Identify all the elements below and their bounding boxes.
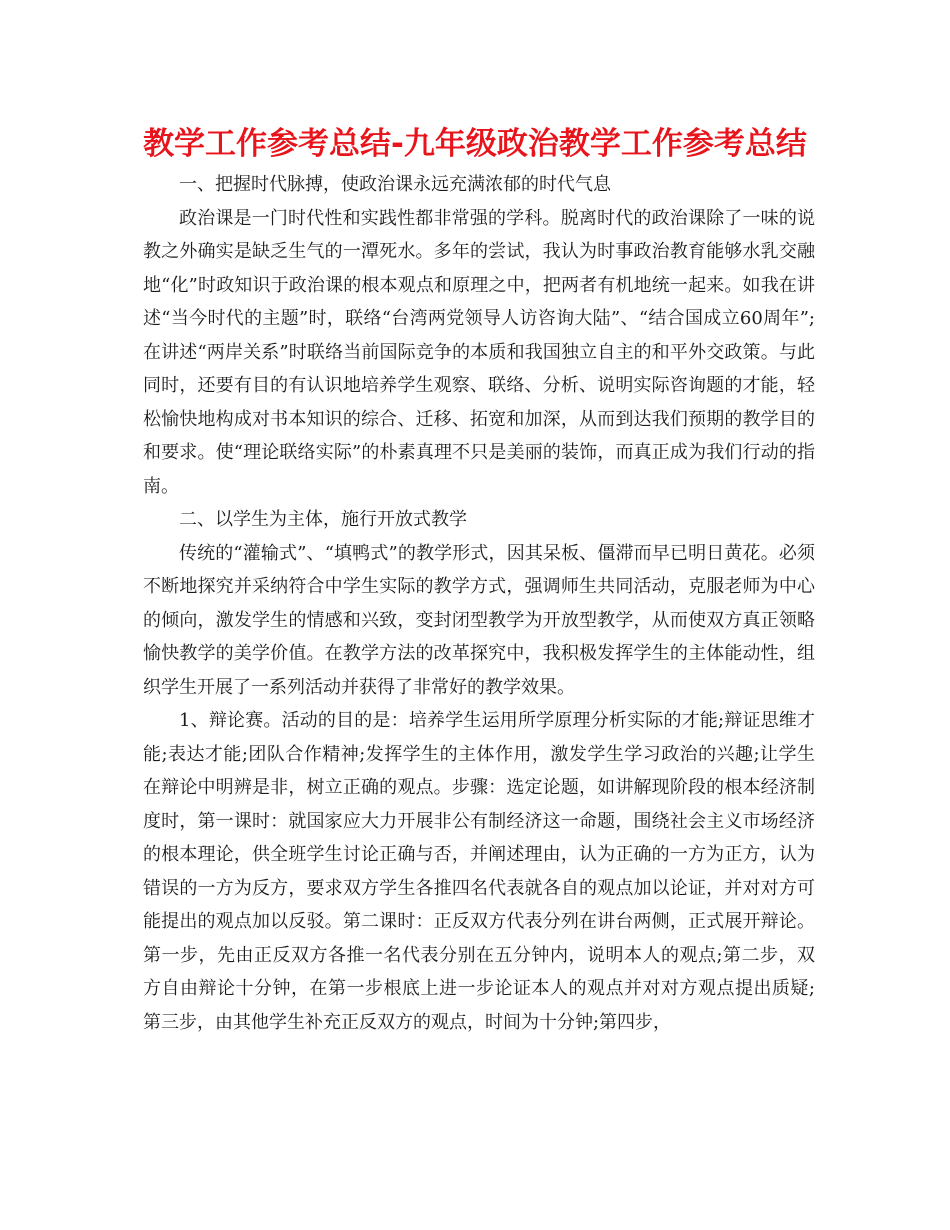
paragraph: 1、辩论赛。活动的目的是：培养学生运用所学原理分析实际的才能;辩证思维才能;表达才能;团队合作精神;发挥学生的主体作用，激发学生学习政治的兴趣;让学生在辩论中明辨是非，树立正确的观点。步骤：选定论题，如讲解现阶段的根本经济制度时，第一课时：就国家应大力开展非公有制经济这一命题，围绕社会主义市场经济的根本理论，供全班学生讨论正确与否，并阐述理由，认为正确的一方为正方，认为错误的一方为反方，要求双方学生各推四名代表就各自的观点加以论证，并对对方可能提出的观点加以反驳。第二课时：正反双方代表分列在讲台两侧，正式展开辩论。第一步，先由正反双方各推一名代表分别在五分钟内，说明本人的观点;第二步，双方自由辩论十分钟，在第一步根底上进一步论证本人的观点并对对方观点提出质疑;第三步，由其他学生补充正反双方的观点，时间为十分钟;第四步， (143, 710, 815, 1033)
paragraph: 政治课是一门时代性和实践性都非常强的学科。脱离时代的政治课除了一味的说教之外确实是缺乏生气的一潭死水。多年的尝试，我认为时事政治教育能够水乳交融地“化”时政知识于政治课的根本观点和原理之中，把两者有机地统一起来。如我在讲述“当今时代的主题”时，联络“台湾两党领导人访咨询大陆”、“结合国成立60周年”;在讲述“两岸关系”时联络当前国际竞争的本质和我国独立自主的和平外交政策。与此同时，还要有目的有认识地培养学生观察、联络、分析、说明实际咨询题的才能，轻松愉快地构成对书本知识的综合、迁移、拓宽和加深，从而到达我们预期的教学目的和要求。使“理论联络实际”的朴素真理不只是美丽的装饰，而真正成为我们行动的指南。 (143, 207, 815, 497)
paragraph: 传统的“灌输式”、“填鸭式”的教学形式，因其呆板、僵滞而早已明日黄花。必须不断地探究并采纳符合中学生实际的教学方式，强调师生共同活动，克服老师为中心的倾向，激发学生的情感和兴致，变封闭型教学为开放型教学，从而使双方真正领略愉快教学的美学价值。在教学方法的改革探究中，我积极发挥学生的主体能动性，组织学生开展了一系列活动并获得了非常好的教学效果。 (143, 542, 815, 698)
document-body (143, 168, 815, 1039)
document-title: 教学工作参考总结-九年级政治教学工作参考总结 (143, 126, 807, 162)
section-heading-2: 二、以学生为主体，施行开放式教学 (179, 509, 467, 530)
section-heading-1: 一、把握时代脉搏，使政治课永远充满浓郁的时代气息 (179, 174, 611, 195)
